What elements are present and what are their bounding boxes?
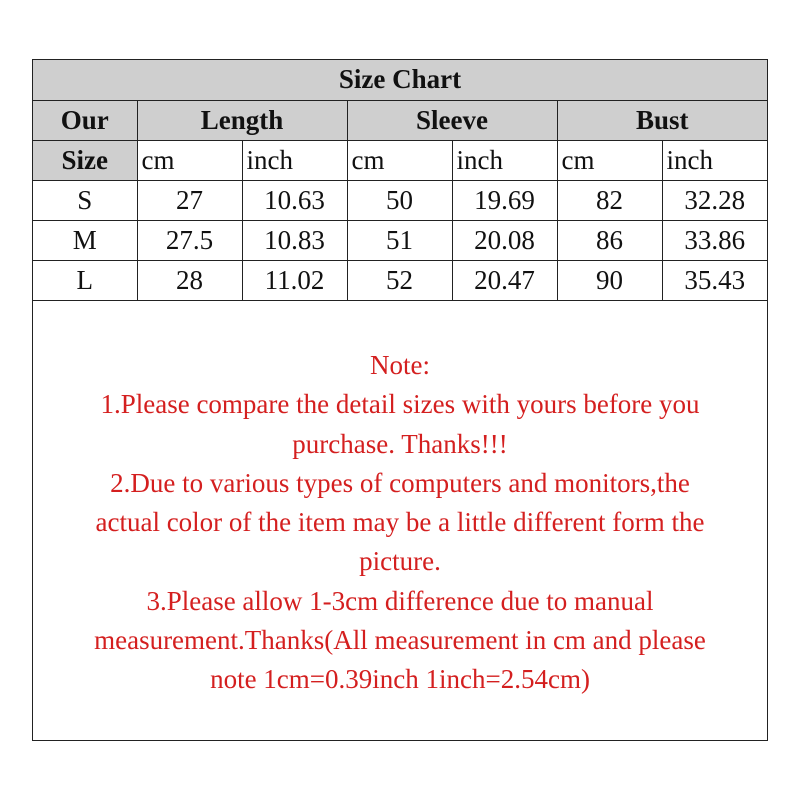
table-cell: 33.86 <box>662 220 767 260</box>
table-cell: 27.5 <box>137 220 242 260</box>
table-cell: 11.02 <box>242 260 347 300</box>
table-cell: 50 <box>347 180 452 220</box>
note-line: actual color of the item may be a little different form the <box>95 507 705 538</box>
our-size-label: Our <box>33 100 137 140</box>
note-line: measurement.Thanks(All measurement in cm and please <box>94 625 706 656</box>
table-cell: 10.83 <box>242 220 347 260</box>
table-cell: 19.69 <box>452 180 557 220</box>
table-row <box>33 220 767 260</box>
note-block <box>33 346 767 700</box>
unit-header: cm <box>557 140 662 180</box>
table-cell: 82 <box>557 180 662 220</box>
size-label: S <box>33 180 137 220</box>
bust-header: Bust <box>557 100 767 140</box>
table-cell: 52 <box>347 260 452 300</box>
note-line: 3.Please allow 1-3cm difference due to manual <box>146 585 654 616</box>
group-header-row <box>33 100 767 140</box>
table-cell: 90 <box>557 260 662 300</box>
unit-header: inch <box>662 140 767 180</box>
table-cell: 10.63 <box>242 180 347 220</box>
note-line: picture. <box>359 546 441 577</box>
size-label: L <box>33 260 137 300</box>
size-chart-sheet <box>32 59 768 741</box>
unit-header: inch <box>242 140 347 180</box>
table-cell: 28 <box>137 260 242 300</box>
table-row <box>33 260 767 300</box>
note-line: note 1cm=0.39inch 1inch=2.54cm) <box>210 664 590 695</box>
table-row <box>33 180 767 220</box>
size-table <box>33 60 767 301</box>
our-size-label-2: Size <box>33 140 137 180</box>
title-row <box>33 60 767 100</box>
table-cell: 51 <box>347 220 452 260</box>
unit-header: cm <box>137 140 242 180</box>
table-cell: 32.28 <box>662 180 767 220</box>
note-line: purchase. Thanks!!! <box>292 428 508 459</box>
table-cell: 20.08 <box>452 220 557 260</box>
note-line: 2.Due to various types of computers and monitors,the <box>110 467 690 498</box>
note-line: 1.Please compare the detail sizes with yours before you <box>100 389 700 420</box>
table-cell: 20.47 <box>452 260 557 300</box>
sleeve-header: Sleeve <box>347 100 557 140</box>
chart-title: Size Chart <box>33 60 767 100</box>
unit-header: inch <box>452 140 557 180</box>
table-cell: 86 <box>557 220 662 260</box>
table-cell: 35.43 <box>662 260 767 300</box>
table-cell: 27 <box>137 180 242 220</box>
unit-header-row <box>33 140 767 180</box>
length-header: Length <box>137 100 347 140</box>
unit-header: cm <box>347 140 452 180</box>
note-heading: Note: <box>370 350 430 380</box>
size-label: M <box>33 220 137 260</box>
